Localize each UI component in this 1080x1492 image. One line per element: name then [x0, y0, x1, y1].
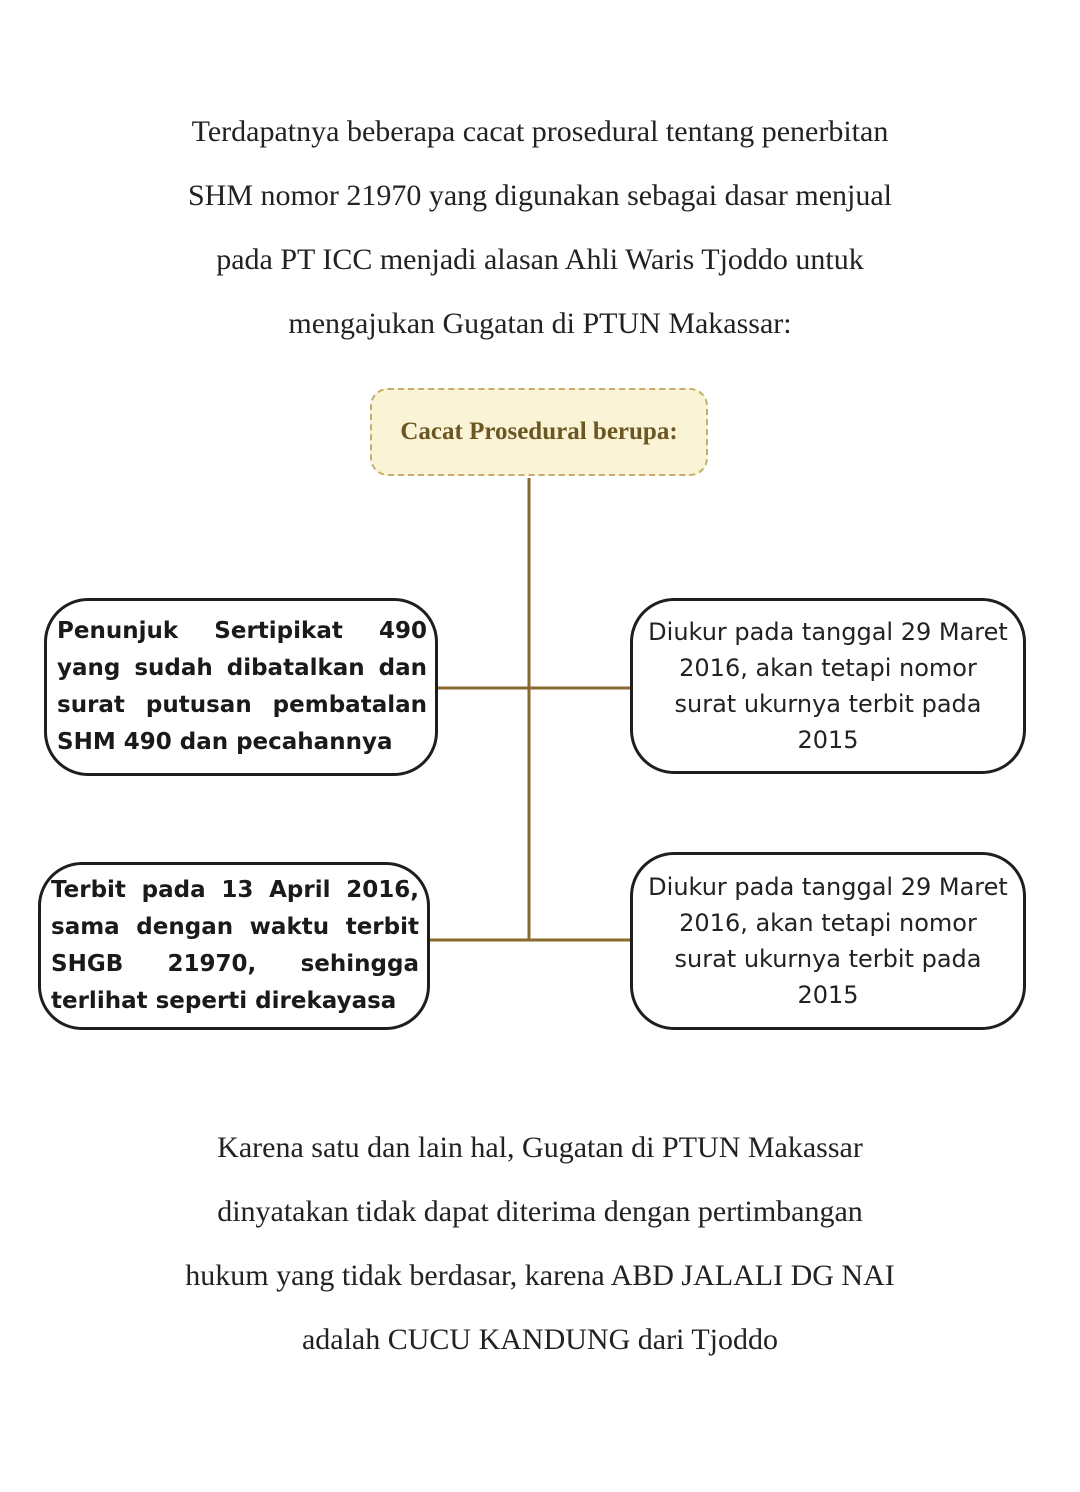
defect-text: Diukur pada tanggal 29 Maret 2016, akan tetapi nomor surat ukurnya terbit pada 2015: [648, 618, 1008, 754]
defect-text: Penunjuk Sertipikat 490 yang sudah dibatalkan dan surat putusan pembatalan SHM 490 dan pecahannya: [57, 618, 427, 755]
intro-line: SHM nomor 21970 yang digunakan sebagai dasar menjual: [187, 179, 893, 212]
defect-box-left-bottom: [38, 862, 430, 1030]
conclusion-line: hukum yang tidak berdasar, karena ABD JALALI DG NAI: [185, 1259, 895, 1292]
diagram-header-box: [370, 388, 708, 476]
conclusion-line: Karena satu dan lain hal, Gugatan di PTUN Makassar: [217, 1131, 863, 1164]
defect-text: Terbit pada 13 April 2016, sama dengan waktu terbit SHGB 21970, sehingga terlihat seperti direkayasa: [51, 877, 419, 1014]
defect-box-left-top: [44, 598, 438, 776]
intro-line: pada PT ICC menjadi alasan Ahli Waris Tjoddo untuk: [216, 243, 864, 276]
defect-box-right-bottom: [630, 852, 1026, 1030]
intro-line: Terdapatnya beberapa cacat prosedural tentang penerbitan: [191, 115, 889, 148]
defect-box-right-top: [630, 598, 1026, 774]
defect-text: Diukur pada tanggal 29 Maret 2016, akan tetapi nomor surat ukurnya terbit pada 2015: [648, 873, 1008, 1009]
conclusion-line: adalah CUCU KANDUNG dari Tjoddo: [301, 1323, 779, 1356]
conclusion-line: dinyatakan tidak dapat diterima dengan pertimbangan: [217, 1195, 863, 1228]
intro-line: mengajukan Gugatan di PTUN Makassar:: [288, 307, 792, 340]
diagram-header-label: Cacat Prosedural berupa:: [400, 418, 678, 445]
conclusion-paragraph: [120, 1116, 960, 1372]
